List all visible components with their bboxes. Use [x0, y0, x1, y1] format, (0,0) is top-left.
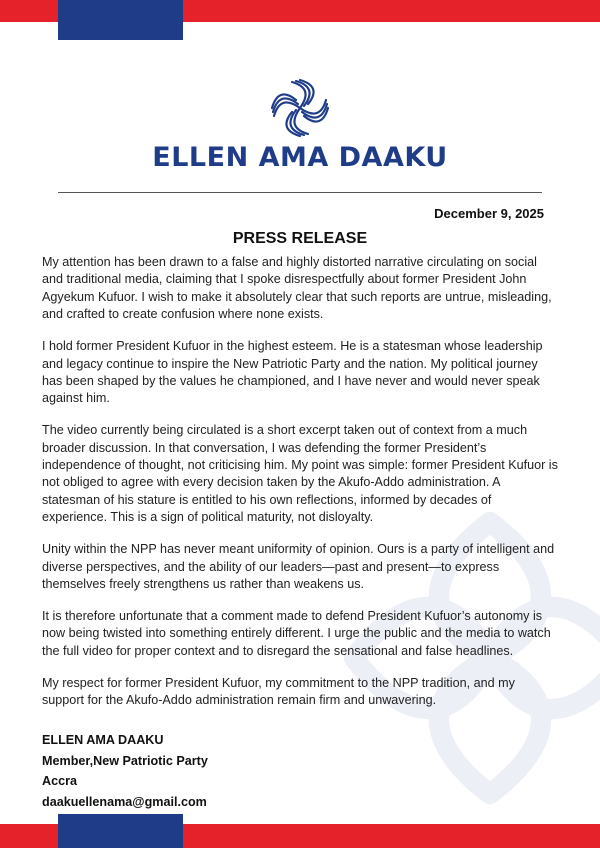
letterhead-name: ELLEN AMA DAAKU	[152, 142, 448, 173]
paragraph: I hold former President Kufuor in the highest esteem. He is a statesman whose leadership and legacy continue to inspire the New Patriotic Party and the nation. My political journey has been shaped by the values he championed, and I have never and would never speak against him.	[42, 339, 543, 406]
signatory-role: Member,New Patriotic Party	[42, 753, 208, 768]
signatory-email[interactable]: daakuellenama@gmail.com	[42, 794, 207, 809]
paragraph: The video currently being circulated is a short excerpt taken out of context from a much broader discussion. In that conversation, I was defending the former President’s independence of thought, not criticising him. My point was simple: former President Kufuor is not obliged to agree with every decision taken by the Akufo-Addo administration. A statesman of his stature is entitled to his own reflections, informed by decades of experience. This is a sign of political maturity, not disloyalty.	[42, 423, 558, 525]
release-date: December 9, 2025	[434, 206, 544, 221]
paragraph: My respect for former President Kufuor, my commitment to the NPP tradition, and my support for the Akufo-Addo administration remain firm and unwavering.	[42, 675, 515, 708]
release-body	[42, 254, 560, 724]
document-title: PRESS RELEASE	[232, 230, 368, 247]
woven-star-logo-icon	[270, 78, 330, 138]
paragraph: Unity within the NPP has never meant uniformity of opinion. Ours is a party of intelligent and diverse perspectives, and the ability of our leaders—past and present—to express themselves freely strengthens us rather than weakens us.	[42, 542, 555, 591]
header-divider	[58, 192, 542, 193]
bottom-blue-block	[58, 814, 183, 848]
paragraph: My attention has been drawn to a false and highly distorted narrative circulating on social and traditional media, claiming that I spoke disrespectfully about former President John Agyekum Kufuor. I wish to make it absolutely clear that such reports are untrue, misleading, and crafted to create confusion where none exists.	[42, 255, 552, 322]
top-blue-block	[58, 0, 183, 40]
paragraph: It is therefore unfortunate that a comment made to defend President Kufuor’s autonomy is now being twisted into something entirely different. I urge the public and the media to watch the full video for proper context and to disregard the sensational and false headlines.	[42, 608, 551, 658]
signatory-location: Accra	[42, 774, 78, 788]
signatory-name: ELLEN AMA DAAKU	[42, 733, 164, 747]
signature-block	[42, 730, 208, 812]
